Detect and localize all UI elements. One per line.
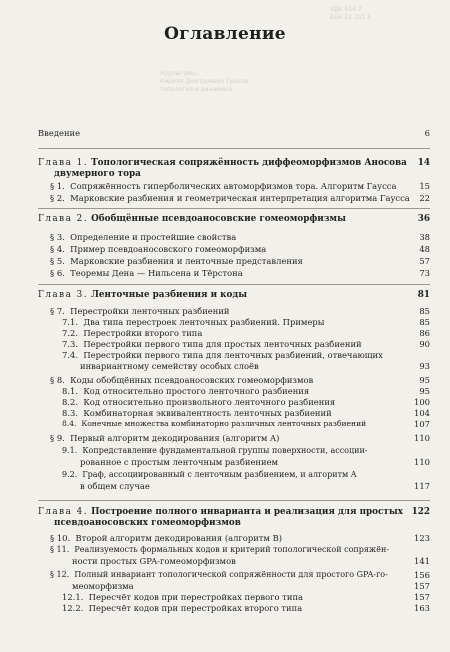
chapter-title: Топологическая сопряжённость диффеоморфизмов Аносова	[91, 158, 407, 168]
divider	[38, 148, 430, 149]
divider	[38, 500, 430, 501]
bleed-through-text-2: Нурлыгаян... Кирилл Дмитриевич Грахов топология и динамика	[160, 70, 249, 93]
divider	[38, 284, 430, 285]
toc-page: УДК 514.7 ББК 22.151.5 Нурлыгаян... Кирилл Дмитриевич Грахов топология и динамика Оглавление Введение 6 Глава 1. Топологическая сопряжённость диффеоморфизмов Аносова 14 двумерного тора § 1. Сопряжённость гиперболических автоморфизмов тора. Алгоритм Гаусса 15 § 2. Марковские разбиения и геометрическая интерпретация алгоритма Гаусса 22 Глава 2. Обобщённые псевдоаносовские гомеоморфизмы 36 § 3. Определение и простейшие свойства 38 § 4. Пример псевдоаносовского гомеоморфизма 48 § 5. Марковские разбиения и ленточные представления 57 § 6. Теоремы Дена — Нильсена и Тёрстона 73 Глава 3. Ленточные разбиения и коды 81 § 7. Перестройки ленточных разбиений 85 7.1. Два типа перестроек ленточных разбиений. Примеры 85 7.2. Перестройки второго типа 86 7.3. Перестройки первого типа для простых ленточных разбиений 90 7.4. Перестройки первого типа для ленточных разбиений, отвечающих инвариантному семейству особых слоёв 93 § 8. Коды обобщённых псевдоаносовских гомеоморфизмов 95 8.1. Код относительно простого ленточного разбиения 95 8.2. Код относительно произвольного ленточного разбиения 100 8.3. Комбинаторная эквивалентность ленточных разбиений 104 8.4. Конечные множества комбинаторно различных ленточных разбиений 107 § 9. Первый алгоритм декодирования (алгоритм A) 110 9.1. Копредставление фундаментальной группы поверхности, ассоции- рованное с простым ленточным разбиением 110 9.2. Граф, ассоциированный с ленточным разбиением, и алгоритм A в общем случае 117 Глава 4. Построение полного инварианта и реализация для простых 122 псевдоаносовских гомеоморфизмов § 10. Второй алгоритм декодирования (алгоритм B) 123 § 11. Реализуемость формальных кодов и критерий топологической сопряжён- ности простых GPA-гомеоморфизмов 141 § 12. Полный инвариант топологической сопряжённости для простого GPA-го- 156 меоморфизма 157 12.1. Пересчёт кодов при перестройках первого типа 157 12.2. Пересчёт кодов при перестройках второго типа 163	[0, 0, 450, 652]
divider	[38, 208, 430, 209]
toc-intro-title: Введение	[38, 128, 81, 138]
page-title: Оглавление	[164, 24, 286, 44]
chapter-page: 14	[417, 158, 430, 168]
chapter-label: Глава 1.	[38, 158, 89, 168]
bleed-through-text: УДК 514.7 ББК 22.151.5	[330, 6, 372, 21]
toc-intro-page: 6	[424, 128, 430, 138]
